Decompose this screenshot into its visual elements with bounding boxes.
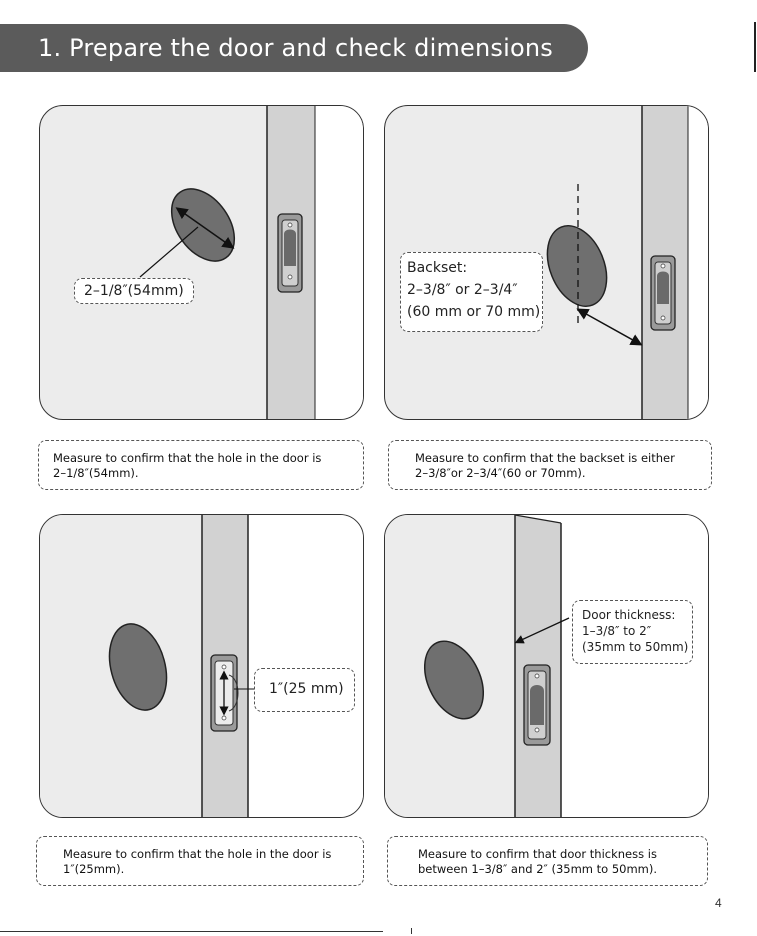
hole-diameter-illustration: [40, 106, 364, 420]
door-side-space: [688, 106, 709, 420]
door-side-space: [561, 515, 709, 818]
door-side-space: [248, 515, 364, 818]
latch-hole-label: 1″(25 mm): [254, 668, 355, 712]
caption-latch-hole: Measure to confirm that the hole in the door is 1″(25mm).: [36, 836, 364, 886]
bore-hole: [536, 217, 618, 315]
page-edge-mark: [754, 22, 756, 72]
panel-latch-hole: [39, 514, 364, 818]
section-header: [0, 24, 588, 72]
door-thickness-label: Door thickness: 1–3/8″ to 2″ (35mm to 50mm): [572, 600, 693, 664]
latch-hole-illustration: [40, 515, 364, 818]
footer-rule: [0, 931, 383, 932]
page-number: 4: [715, 896, 722, 910]
latch-plate: [278, 214, 302, 292]
panel-backset: [384, 105, 709, 420]
caption-hole-diameter: Measure to confirm that the hole in the door is 2–1/8″(54mm).: [38, 440, 364, 490]
latch-plate: [524, 665, 550, 745]
panel-door-thickness: [384, 514, 709, 818]
caption-door-thickness: Measure to confirm that door thickness is between 1–3/8″ and 2″ (35mm to 50mm).: [387, 836, 708, 886]
section-title: 1. Prepare the door and check dimensions: [38, 34, 553, 62]
door-thickness-illustration: [385, 515, 709, 818]
latch-plate: [651, 256, 675, 330]
caption-backset: Measure to confirm that the backset is either 2–3/8″or 2–3/4″(60 or 70mm).: [388, 440, 712, 490]
panel-hole-diameter: [39, 105, 364, 420]
door-side-space: [315, 106, 364, 420]
backset-label: Backset: 2–3/8″ or 2–3/4″ (60 mm or 70 mm): [400, 252, 543, 332]
footer-tick: [411, 928, 412, 934]
latch-plate: [211, 655, 238, 731]
bore-hole: [159, 177, 247, 272]
hole-diameter-label: 2–1/8″(54mm): [74, 278, 194, 304]
